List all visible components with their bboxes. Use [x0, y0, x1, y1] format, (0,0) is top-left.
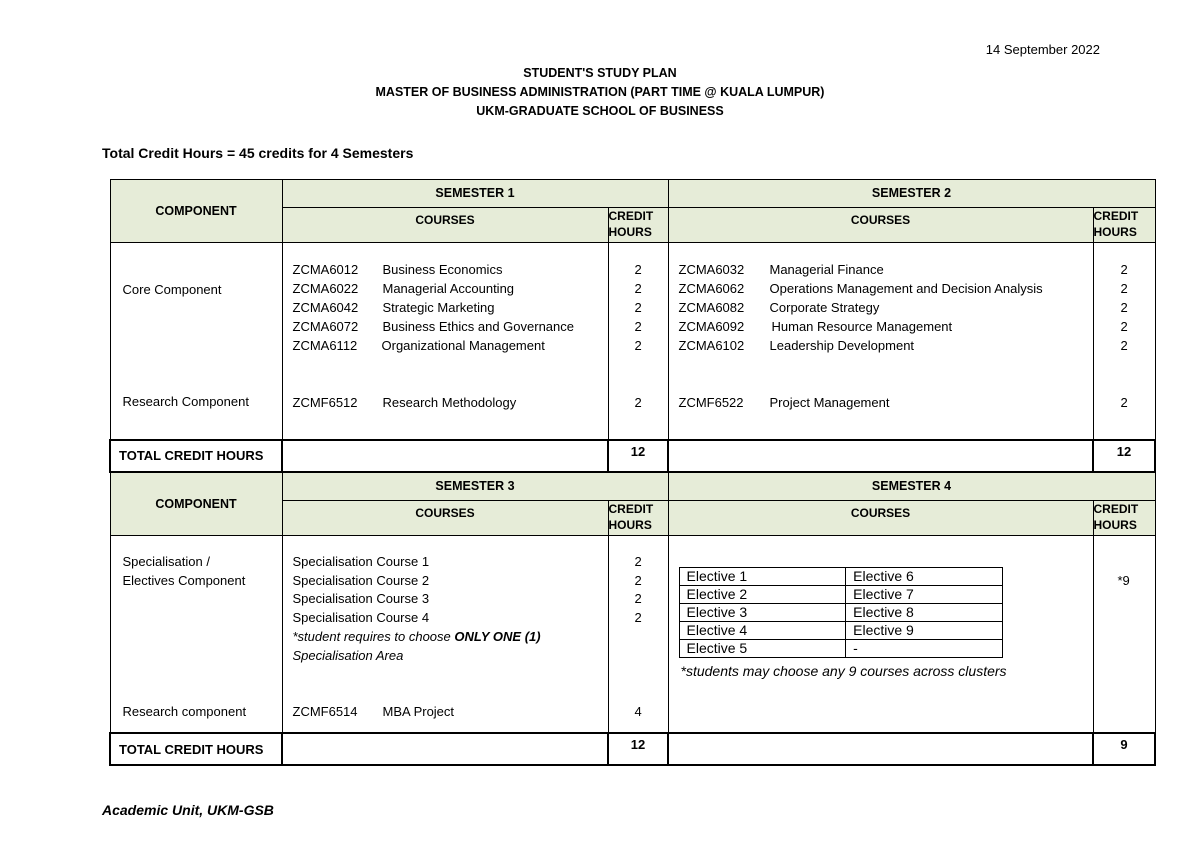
- semester-2-courses: [668, 243, 1093, 440]
- credit-value: 2: [634, 338, 642, 353]
- electives-table: [679, 567, 1003, 658]
- semester-1-courses: [282, 243, 608, 440]
- credit-value: *9: [1117, 572, 1130, 588]
- course-line: ZCMA6112 Organizational Management: [292, 338, 545, 353]
- footer-unit: Academic Unit, UKM-GSB: [102, 802, 274, 818]
- specialisation-note-line-2: Specialisation Area: [292, 647, 404, 663]
- elective-cell: Elective 2: [679, 585, 846, 603]
- semester-3-header: SEMESTER 3: [282, 472, 668, 501]
- course-line: ZCMA6032 Managerial Finance: [678, 262, 884, 277]
- elective-cell: Elective 6: [846, 567, 1002, 585]
- credit-value: 2: [634, 281, 642, 296]
- course-line: ZCMA6022 Managerial Accounting: [292, 281, 515, 296]
- course-line: Specialisation Course 3: [292, 590, 430, 606]
- course-line: ZCMA6042 Strategic Marketing: [292, 300, 495, 315]
- elective-cell: Elective 1: [679, 567, 846, 585]
- credit-value: 2: [634, 300, 642, 315]
- semester-3-courses: [282, 535, 608, 733]
- credit-hours-header: CREDIT HOURS: [608, 500, 668, 535]
- specialisation-label: Specialisation /: [122, 553, 210, 569]
- research-component-label: Research Component: [122, 394, 249, 409]
- credit-value: 2: [634, 395, 642, 410]
- credit-hours-header: CREDIT HOURS: [1093, 500, 1155, 535]
- credit-value: 2: [1120, 281, 1128, 296]
- electives-note: *students may choose any 9 courses across clusters: [680, 662, 1007, 679]
- credit-value: 2: [1120, 262, 1128, 277]
- course-line: Specialisation Course 2: [292, 572, 430, 588]
- total-spacer: [282, 440, 608, 472]
- semester-2-credits: [1093, 243, 1155, 440]
- elective-cell: Elective 9: [846, 621, 1002, 639]
- semester-4-header: SEMESTER 4: [668, 472, 1155, 501]
- component-header: COMPONENT: [110, 472, 282, 536]
- total-credit-hours-label: TOTAL CREDIT HOURS: [110, 440, 282, 472]
- credit-value: 2: [634, 572, 642, 588]
- components-column: [110, 243, 282, 440]
- courses-header: COURSES: [282, 208, 608, 243]
- credit-value: 2: [1120, 319, 1128, 334]
- course-line: ZCMA6082 Corporate Strategy: [678, 300, 880, 315]
- credit-hours-header: CREDIT HOURS: [1093, 208, 1155, 243]
- credit-value: 2: [634, 262, 642, 277]
- research-component-label: Research component: [122, 703, 247, 719]
- total-spacer: [282, 733, 608, 765]
- elective-cell: Elective 7: [846, 585, 1002, 603]
- semester-1-total: 12: [608, 440, 668, 472]
- title-line-2: MASTER OF BUSINESS ADMINISTRATION (PART TIME @ KUALA LUMPUR): [375, 85, 825, 99]
- semester-3-credits: [608, 535, 668, 733]
- elective-cell: Elective 4: [679, 621, 846, 639]
- semester-4-total: 9: [1093, 733, 1155, 765]
- semester-3-total: 12: [608, 733, 668, 765]
- semester-2-header: SEMESTER 2: [668, 180, 1155, 208]
- course-line: Specialisation Course 4: [292, 609, 430, 625]
- courses-header: COURSES: [668, 500, 1093, 535]
- credit-summary: Total Credit Hours = 45 credits for 4 Semesters: [102, 145, 414, 161]
- electives-component-label: Electives Component: [122, 572, 246, 588]
- course-line: Specialisation Course 1: [292, 553, 430, 569]
- course-line: ZCMA6012 Business Economics: [292, 262, 503, 277]
- credit-value: 2: [634, 319, 642, 334]
- title-line-1: STUDENT'S STUDY PLAN: [523, 66, 677, 80]
- credit-value: 2: [634, 553, 642, 569]
- course-line: ZCMA6092 Human Resource Management: [678, 319, 953, 334]
- courses-header: COURSES: [668, 208, 1093, 243]
- core-component-label: Core Component: [122, 282, 222, 297]
- course-line: ZCMF6512 Research Methodology: [292, 395, 517, 410]
- course-line: ZCMA6062 Operations Management and Decision Analysis: [678, 281, 1043, 296]
- semester-1-credits: [608, 243, 668, 440]
- credit-value: 2: [1120, 395, 1128, 410]
- document-title: [0, 64, 1200, 121]
- credit-value: 2: [1120, 300, 1128, 315]
- credit-value: 2: [634, 590, 642, 606]
- elective-cell: -: [846, 639, 1002, 657]
- component-header: COMPONENT: [110, 180, 282, 243]
- course-line: ZCMF6522 Project Management: [678, 395, 890, 410]
- document-date: 14 September 2022: [985, 42, 1100, 57]
- credit-value: 2: [1120, 338, 1128, 353]
- course-line: ZCMA6072 Business Ethics and Governance: [292, 319, 574, 334]
- semester-4-courses: [668, 535, 1093, 733]
- semester-2-total: 12: [1093, 440, 1155, 472]
- course-line: ZCMF6514 MBA Project: [292, 703, 455, 719]
- course-line: ZCMA6102 Leadership Development: [678, 338, 915, 353]
- title-line-3: UKM-GRADUATE SCHOOL OF BUSINESS: [476, 104, 724, 118]
- credit-value: 4: [634, 703, 642, 719]
- total-spacer: [668, 440, 1093, 472]
- elective-cell: Elective 5: [679, 639, 846, 657]
- study-plan-table: [109, 179, 1156, 766]
- courses-header: COURSES: [282, 500, 608, 535]
- components-column: [110, 535, 282, 733]
- credit-value: 2: [634, 609, 642, 625]
- elective-cell: Elective 3: [679, 603, 846, 621]
- total-credit-hours-label: TOTAL CREDIT HOURS: [110, 733, 282, 765]
- elective-cell: Elective 8: [846, 603, 1002, 621]
- total-spacer: [668, 733, 1093, 765]
- specialisation-note: *student requires to choose ONLY ONE (1): [292, 628, 541, 644]
- semester-1-header: SEMESTER 1: [282, 180, 668, 208]
- credit-hours-header: CREDIT HOURS: [608, 208, 668, 243]
- semester-4-credits: [1093, 535, 1155, 733]
